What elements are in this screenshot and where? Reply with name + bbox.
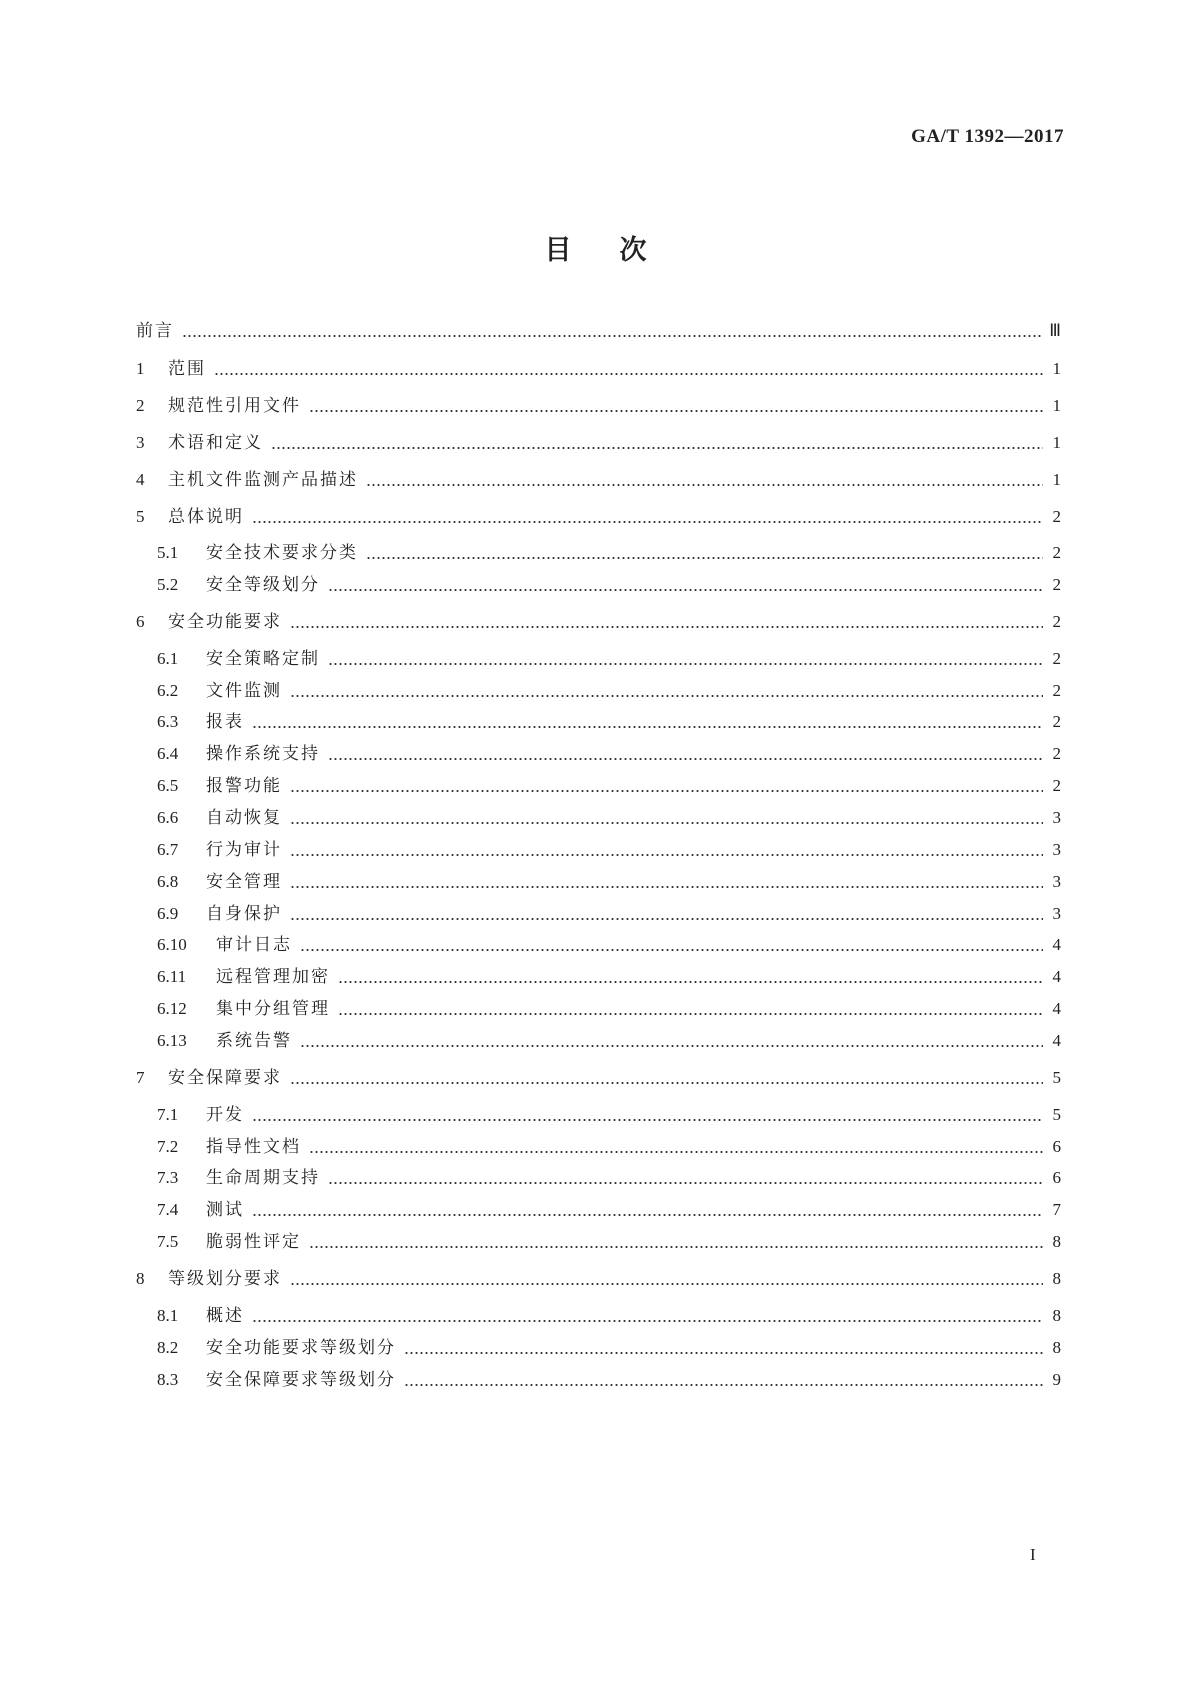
toc-entry[interactable] <box>157 647 1061 671</box>
toc-entry-page: 2 <box>1052 543 1061 562</box>
toc-entry-title: 生命周期支持 <box>206 1168 320 1188</box>
toc-entry[interactable] <box>136 357 1061 381</box>
toc-entry-number: 6.8 <box>157 872 179 891</box>
toc-entry-number: 6.12 <box>157 999 187 1018</box>
toc-entry[interactable] <box>136 1267 1061 1291</box>
toc-entry-number: 8.1 <box>157 1306 179 1325</box>
toc-entry-page: 4 <box>1052 967 1061 986</box>
toc-entry-title: 集中分组管理 <box>216 999 330 1019</box>
toc-entry-number: 6.2 <box>157 681 179 700</box>
title-char: 目 <box>544 235 572 266</box>
toc-entry-number: 6.11 <box>157 967 187 986</box>
toc-entry-page: 3 <box>1052 904 1061 923</box>
toc-entry-title: 安全功能要求 <box>168 612 282 632</box>
toc-entry-page: 3 <box>1052 840 1061 859</box>
toc-entry-title: 指导性文档 <box>206 1137 301 1157</box>
toc-entry[interactable] <box>157 1198 1061 1222</box>
toc-entry-page: 2 <box>1052 681 1061 700</box>
toc-entry-title: 安全技术要求分类 <box>206 543 358 563</box>
toc-entry-page: 1 <box>1052 359 1061 378</box>
toc-entry[interactable] <box>157 1230 1061 1254</box>
toc-entry-title: 规范性引用文件 <box>168 396 301 416</box>
dot-leader <box>290 774 1043 798</box>
toc-entry[interactable] <box>157 710 1061 734</box>
toc-entry-page: 3 <box>1052 808 1061 827</box>
dot-leader <box>366 541 1043 565</box>
toc-entry-number: 5.2 <box>157 575 179 594</box>
toc-entry[interactable] <box>136 319 1061 343</box>
toc-entry-number: 7.4 <box>157 1200 179 1219</box>
dot-leader <box>309 1230 1043 1254</box>
dot-leader <box>366 468 1043 492</box>
toc-entry-number: 7.1 <box>157 1105 179 1124</box>
dot-leader <box>182 319 1041 343</box>
toc-entry[interactable] <box>136 610 1061 634</box>
toc-entry[interactable] <box>157 1135 1061 1159</box>
toc-entry-title: 测试 <box>206 1200 244 1220</box>
toc-entry-page: 2 <box>1052 507 1061 526</box>
page-title <box>0 228 1191 267</box>
dot-leader <box>271 431 1043 455</box>
toc-entry-title: 报表 <box>206 712 244 732</box>
dot-leader <box>290 679 1043 703</box>
toc-entry-title: 等级划分要求 <box>168 1269 282 1289</box>
toc-entry-title: 安全保障要求等级划分 <box>206 1370 396 1390</box>
toc-entry-number: 6.4 <box>157 744 179 763</box>
dot-leader <box>252 710 1043 734</box>
toc-entry-title: 文件监测 <box>206 681 282 701</box>
dot-leader <box>328 573 1043 597</box>
dot-leader <box>290 902 1043 926</box>
toc-entry-number: 6 <box>136 612 145 631</box>
dot-leader <box>252 1198 1043 1222</box>
toc-entry[interactable] <box>157 1029 1061 1053</box>
toc-entry-number: 6.3 <box>157 712 179 731</box>
dot-leader <box>309 394 1043 418</box>
toc-entry[interactable] <box>157 933 1061 957</box>
toc-entry[interactable] <box>157 997 1061 1021</box>
toc-entry[interactable] <box>157 1304 1061 1328</box>
toc-entry-page: 5 <box>1052 1068 1061 1087</box>
toc-entry[interactable] <box>136 431 1061 455</box>
toc-entry[interactable] <box>136 505 1061 529</box>
toc-entry-number: 8 <box>136 1269 145 1288</box>
toc-entry-title: 总体说明 <box>168 507 244 527</box>
toc-entry-number: 7.5 <box>157 1232 179 1251</box>
toc-entry-number: 6.5 <box>157 776 179 795</box>
dot-leader <box>404 1336 1043 1360</box>
dot-leader <box>290 806 1043 830</box>
toc-entry[interactable] <box>157 679 1061 703</box>
toc-entry[interactable] <box>157 742 1061 766</box>
toc-entry-number: 1 <box>136 359 145 378</box>
toc-entry-title: 行为审计 <box>206 840 282 860</box>
toc-entry[interactable] <box>157 1368 1061 1392</box>
toc-entry[interactable] <box>136 468 1061 492</box>
toc-entry-title: 脆弱性评定 <box>206 1232 301 1252</box>
dot-leader <box>309 1135 1043 1159</box>
toc-entry-title: 操作系统支持 <box>206 744 320 764</box>
toc-entry-title: 开发 <box>206 1105 244 1125</box>
toc-entry-title: 前言 <box>136 321 174 341</box>
dot-leader <box>338 997 1043 1021</box>
toc-entry[interactable] <box>157 870 1061 894</box>
toc-entry[interactable] <box>136 394 1061 418</box>
dot-leader <box>290 838 1043 862</box>
toc-entry-page: 2 <box>1052 744 1061 763</box>
toc-entry-number: 7 <box>136 1068 145 1087</box>
toc-entry-number: 5 <box>136 507 145 526</box>
dot-leader <box>252 505 1043 529</box>
toc-entry-title: 安全等级划分 <box>206 575 320 595</box>
toc-entry-number: 6.9 <box>157 904 179 923</box>
title-char: 次 <box>619 235 647 266</box>
toc-entry-number: 3 <box>136 433 145 452</box>
toc-entry[interactable] <box>157 774 1061 798</box>
standard-number: GA/T 1392—2017 <box>911 126 1064 147</box>
toc-entry-page: 2 <box>1052 575 1061 594</box>
toc-entry-page: 5 <box>1052 1105 1061 1124</box>
toc-entry-title: 远程管理加密 <box>216 967 330 987</box>
dot-leader <box>290 870 1043 894</box>
toc-entry-number: 7.2 <box>157 1137 179 1156</box>
toc-entry-title: 主机文件监测产品描述 <box>168 470 358 490</box>
toc-entry[interactable] <box>157 1103 1061 1127</box>
toc-entry-page: 3 <box>1052 872 1061 891</box>
toc-entry[interactable] <box>157 1336 1061 1360</box>
toc-entry-title: 安全管理 <box>206 872 282 892</box>
toc-entry-page: 2 <box>1052 649 1061 668</box>
toc-entry-page: 4 <box>1052 1031 1061 1050</box>
toc-entry-page: 8 <box>1052 1269 1061 1288</box>
dot-leader <box>300 1029 1043 1053</box>
toc-entry-page: 8 <box>1052 1306 1061 1325</box>
toc-entry[interactable] <box>136 1066 1061 1090</box>
toc-entry-page: 4 <box>1052 999 1061 1018</box>
toc-entry-number: 2 <box>136 396 145 415</box>
toc-entry-number: 4 <box>136 470 145 489</box>
toc-entry-title: 系统告警 <box>216 1031 292 1051</box>
toc-entry[interactable] <box>157 1166 1061 1190</box>
toc-entry-page: 2 <box>1052 612 1061 631</box>
toc-entry-number: 8.3 <box>157 1370 179 1389</box>
toc-entry-page: 8 <box>1052 1338 1061 1357</box>
toc-entry[interactable] <box>157 838 1061 862</box>
toc-entry[interactable] <box>157 806 1061 830</box>
dot-leader <box>252 1304 1043 1328</box>
toc-entry-page: 8 <box>1052 1232 1061 1251</box>
toc-entry-page: 7 <box>1052 1200 1061 1219</box>
toc-entry-title: 术语和定义 <box>168 433 263 453</box>
toc-entry-title: 报警功能 <box>206 776 282 796</box>
toc-entry-page: 1 <box>1052 433 1061 452</box>
toc-entry-title: 范围 <box>168 359 206 379</box>
dot-leader <box>252 1103 1043 1127</box>
toc-entry-title: 自动恢复 <box>206 808 282 828</box>
toc-entry-title: 概述 <box>206 1306 244 1326</box>
dot-leader <box>214 357 1043 381</box>
toc-entry-number: 6.7 <box>157 840 179 859</box>
toc-entry-number: 8.2 <box>157 1338 179 1357</box>
toc-entry-title: 安全保障要求 <box>168 1068 282 1088</box>
toc-entry-title: 安全功能要求等级划分 <box>206 1338 396 1358</box>
dot-leader <box>328 742 1043 766</box>
toc-entry-number: 5.1 <box>157 543 179 562</box>
toc-entry-number: 6.13 <box>157 1031 187 1050</box>
dot-leader <box>290 610 1043 634</box>
dot-leader <box>328 647 1043 671</box>
dot-leader <box>290 1267 1043 1291</box>
toc-entry[interactable] <box>157 573 1061 597</box>
toc-entry-number: 6.10 <box>157 935 187 954</box>
toc-entry-number: 7.3 <box>157 1168 179 1187</box>
toc-entry-number: 6.1 <box>157 649 179 668</box>
toc-entry-page: 2 <box>1052 776 1061 795</box>
toc-entry-title: 自身保护 <box>206 904 282 924</box>
toc-entry-page: Ⅲ <box>1049 321 1061 340</box>
dot-leader <box>338 965 1043 989</box>
toc-entry-page: 9 <box>1052 1370 1061 1389</box>
toc-entry[interactable] <box>157 965 1061 989</box>
dot-leader <box>300 933 1043 957</box>
toc-entry[interactable] <box>157 541 1061 565</box>
toc-entry-page: 2 <box>1052 712 1061 731</box>
toc-entry-page: 1 <box>1052 396 1061 415</box>
dot-leader <box>290 1066 1043 1090</box>
page-number: I <box>1030 1545 1036 1564</box>
dot-leader <box>328 1166 1043 1190</box>
toc-entry-page: 6 <box>1052 1137 1061 1156</box>
toc-entry-page: 6 <box>1052 1168 1061 1187</box>
dot-leader <box>404 1368 1043 1392</box>
toc-entry-number: 6.6 <box>157 808 179 827</box>
toc-entry-page: 4 <box>1052 935 1061 954</box>
toc-entry[interactable] <box>157 902 1061 926</box>
toc-entry-title: 安全策略定制 <box>206 649 320 669</box>
toc-entry-title: 审计日志 <box>216 935 292 955</box>
toc-entry-page: 1 <box>1052 470 1061 489</box>
